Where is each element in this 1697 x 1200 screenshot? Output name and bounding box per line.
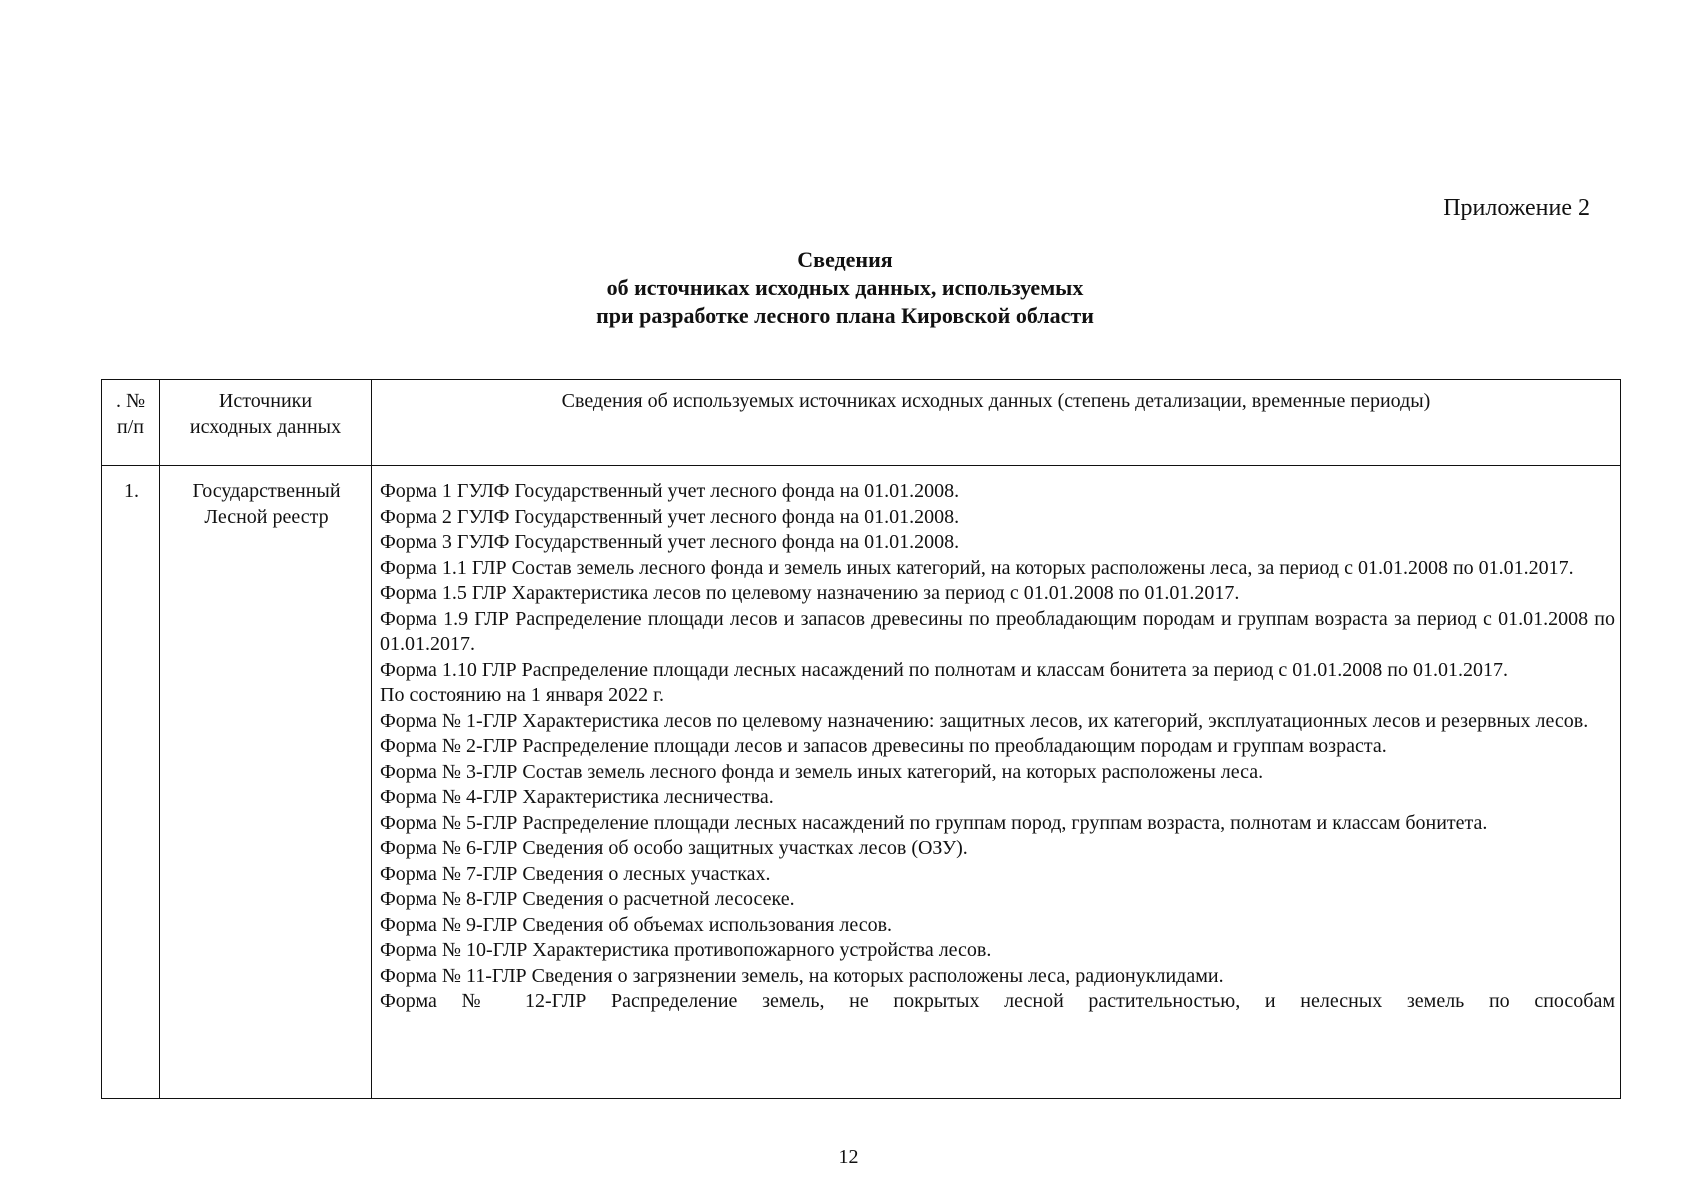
detail-line: Форма № 2-ГЛР Распределение площади лесов и запасов древесины по преобладающим породам и группам возраста. — [380, 735, 1387, 757]
row-details — [372, 466, 1621, 1099]
detail-line: Форма № 11-ГЛР Сведения о загрязнении земель, на которых расположены леса, радионуклидами. — [380, 964, 1224, 987]
document-title — [345, 246, 1345, 330]
detail-line: Форма 1.1 ГЛР Состав земель лесного фонда и земель иных категорий, на которых расположены леса, за период с 01.01.2008 по 01.01.2017. — [380, 556, 1574, 579]
detail-line: Форма 2 ГУЛФ Государственный учет лесного фонда на 01.01.2008. — [380, 505, 960, 528]
detail-line: Форма № 8-ГЛР Сведения о расчетной лесосеке. — [380, 888, 795, 910]
appendix-label: Приложение 2 — [1443, 195, 1590, 221]
row-source-line-1: Государственный — [192, 480, 341, 502]
table-header-row — [102, 380, 1621, 466]
table-row — [102, 466, 1621, 1099]
detail-line: Форма № 5-ГЛР Распределение площади лесных насаждений по группам пород, группам возраста, полнотам и классам бонитета. — [380, 811, 1488, 834]
page-number: 12 — [838, 1146, 859, 1168]
header-source-line-1: Источники — [218, 390, 313, 412]
title-line-2: об источниках исходных данных, используемых — [606, 275, 1084, 300]
detail-line: Форма № 7-ГЛР Сведения о лесных участках. — [380, 862, 771, 885]
header-details: Сведения об используемых источниках исходных данных (степень детализации, временные периоды) — [372, 380, 1621, 466]
detail-line: Форма 1.5 ГЛР Характеристика лесов по целевому назначению за период с 01.01.2008 по 01.01.2017. — [380, 582, 1240, 604]
detail-line: Форма № 4-ГЛР Характеристика лесничества. — [380, 786, 774, 808]
header-source — [160, 380, 372, 466]
detail-line: Форма № 12-ГЛР Распределение земель, не покрытых лесной растительностью, и нелесных земель по способам — [380, 990, 1615, 1012]
detail-line: Форма № 10-ГЛР Характеристика противопожарного устройства лесов. — [380, 939, 992, 961]
header-number-line-2: п/п — [117, 415, 144, 438]
detail-line: Форма 1.10 ГЛР Распределение площади лесных насаждений по полнотам и классам бонитета за период с 01.01.2008 по 01.01.2017. — [380, 658, 1508, 681]
title-line-1: Сведения — [797, 247, 893, 272]
detail-line: Форма № 9-ГЛР Сведения об объемах использования лесов. — [380, 913, 893, 936]
row-source — [160, 466, 372, 1099]
detail-line: Форма № 6-ГЛР Сведения об особо защитных участках лесов (ОЗУ). — [380, 837, 968, 859]
detail-line: Форма № 3-ГЛР Состав земель лесного фонда и земель иных категорий, на которых расположены леса. — [380, 760, 1264, 783]
detail-line: Форма № 1-ГЛР Характеристика лесов по целевому назначению: защитных лесов, их категорий, эксплуатационных лесов и резервных лесов. — [380, 709, 1589, 732]
row-number: 1. — [102, 466, 160, 1099]
sources-table — [101, 379, 1621, 1099]
detail-line: Форма 1.9 ГЛР Распределение площади лесов и запасов древесины по преобладающим породам и группам возраста за период с 01.01.2008 по 01.01.2017. — [380, 607, 1615, 655]
detail-line: По состоянию на 1 января 2022 г. — [380, 684, 665, 706]
title-line-3: при разработке лесного плана Кировской области — [596, 303, 1094, 328]
row-source-line-2: Лесной реестр — [204, 505, 329, 528]
header-number-line-1: . № — [115, 390, 146, 412]
header-number — [102, 380, 160, 466]
detail-line: Форма 1 ГУЛФ Государственный учет лесного фонда на 01.01.2008. — [380, 480, 960, 502]
detail-line: Форма 3 ГУЛФ Государственный учет лесного фонда на 01.01.2008. — [380, 531, 960, 553]
header-source-line-2: исходных данных — [189, 415, 342, 438]
